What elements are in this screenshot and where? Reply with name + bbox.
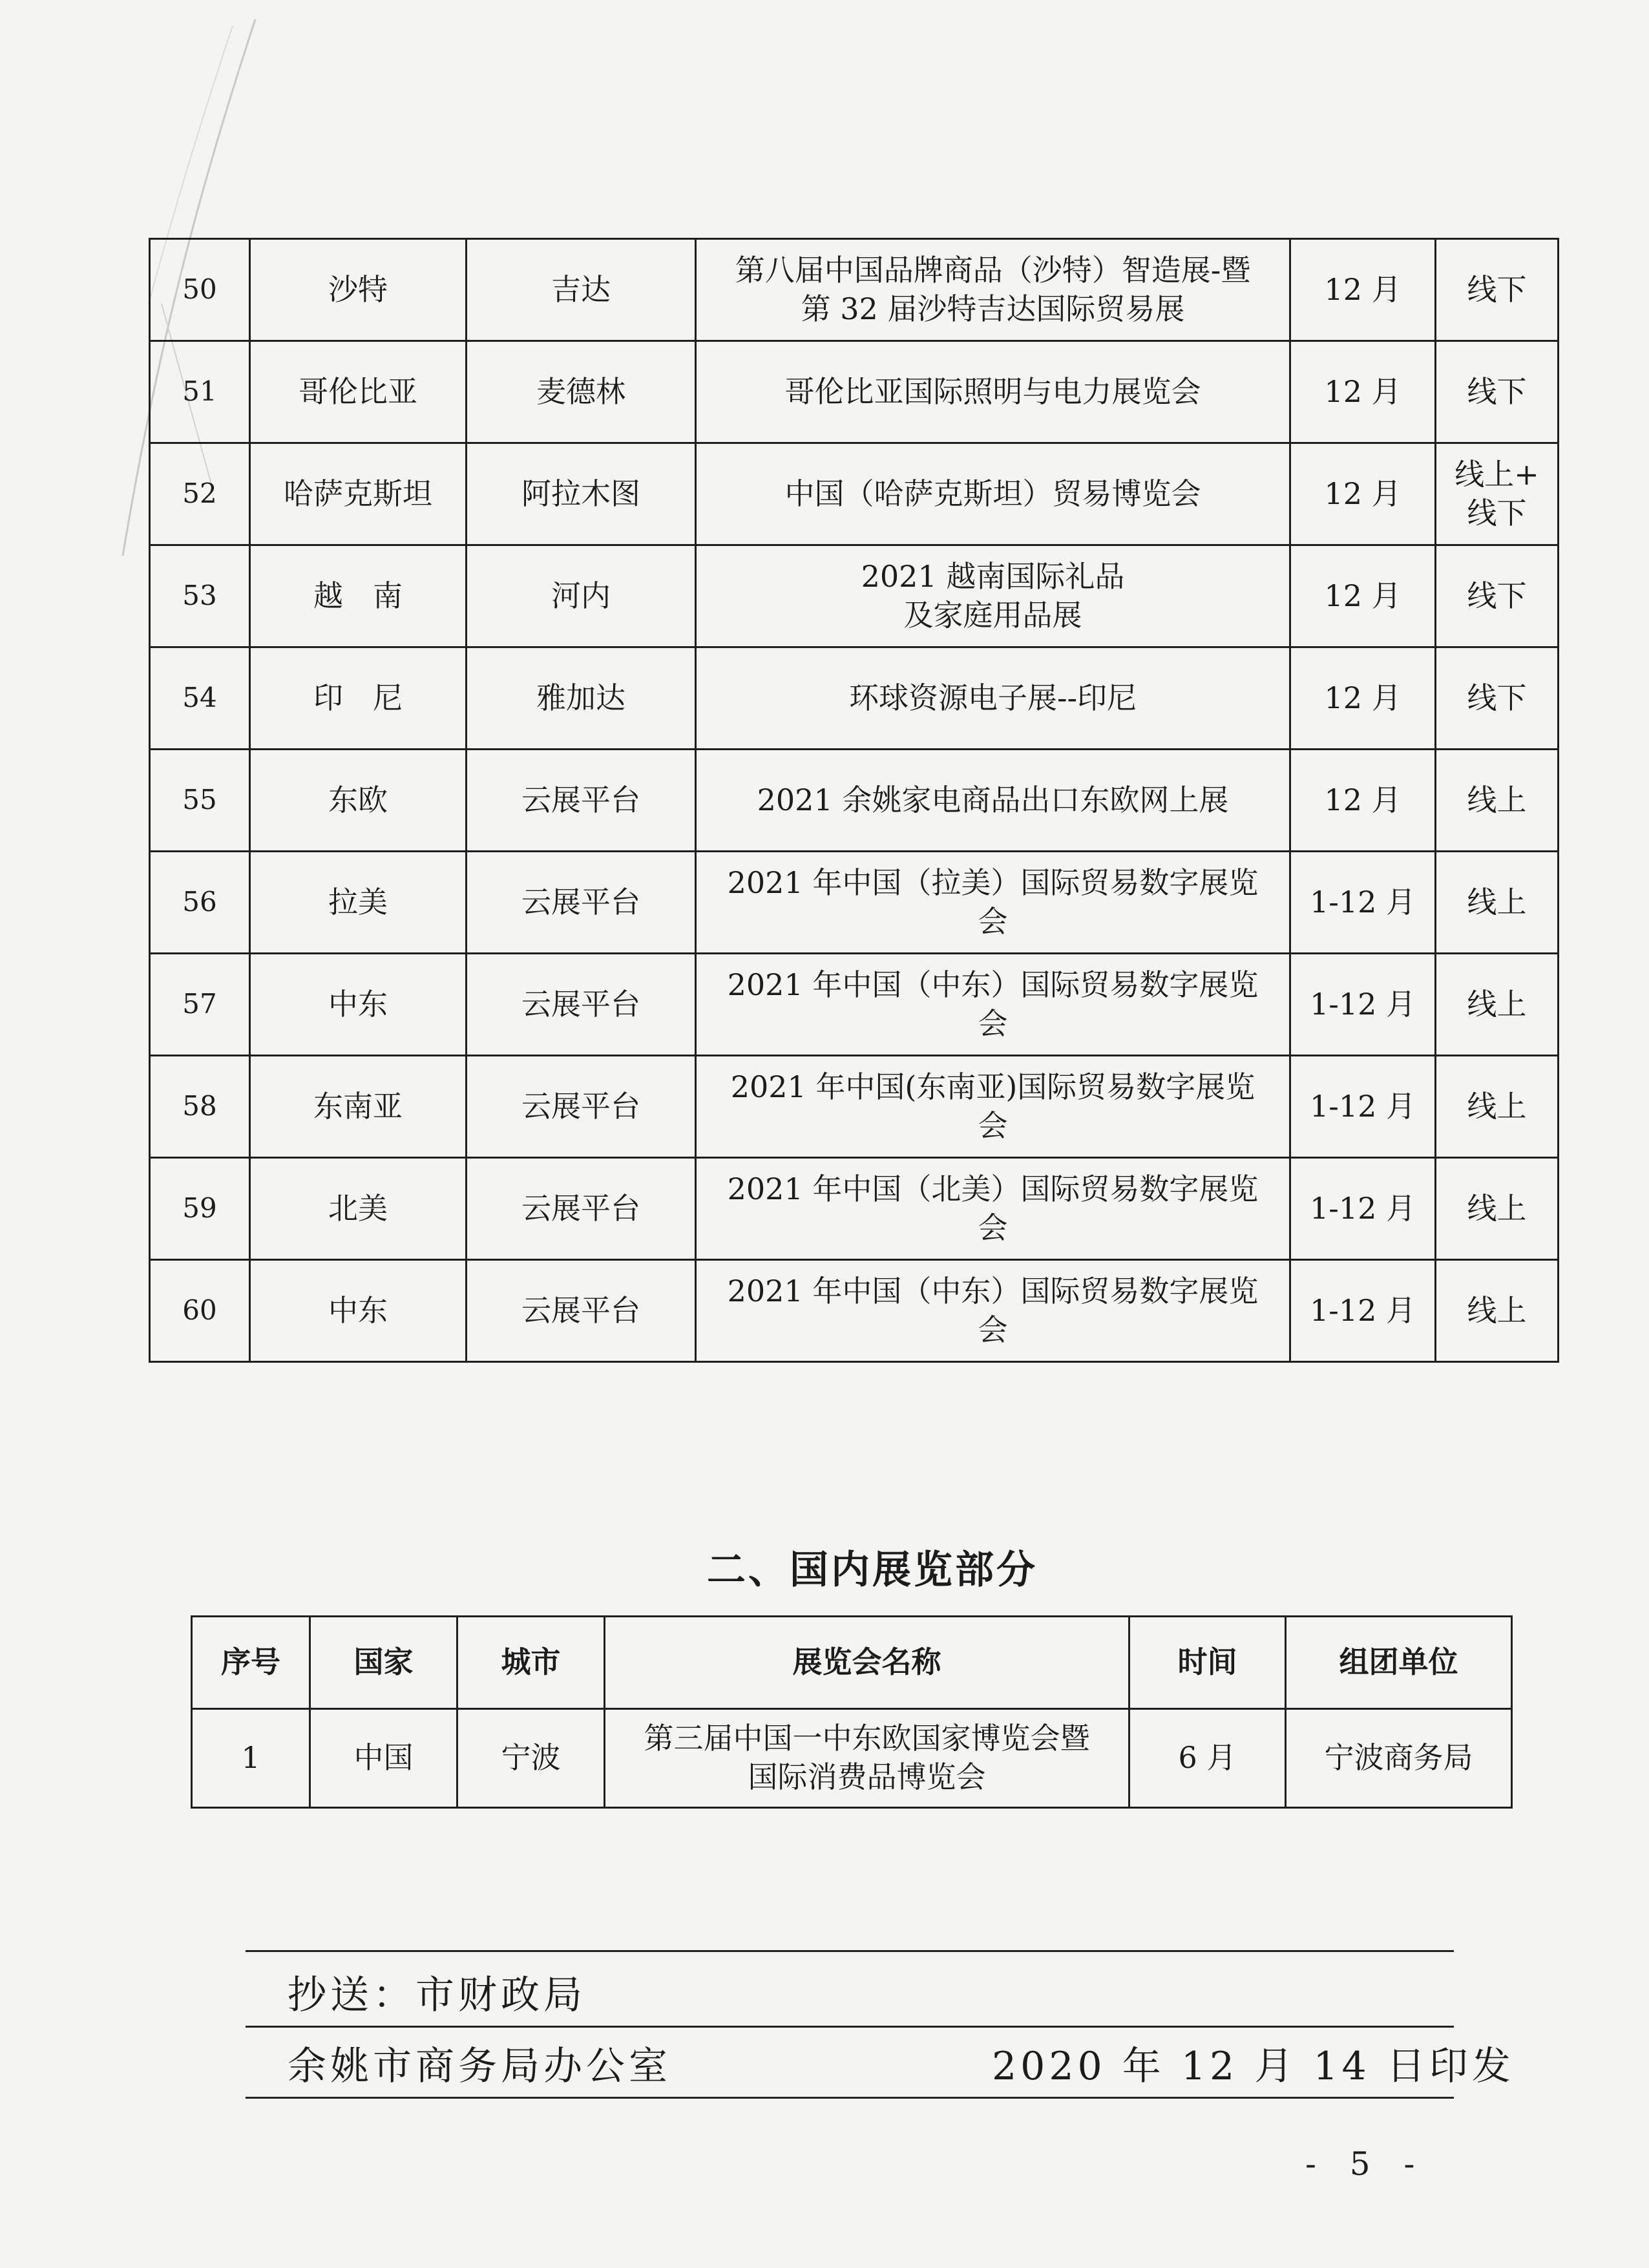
cell-city: 云展平台 bbox=[467, 1260, 696, 1362]
table-row bbox=[150, 443, 1559, 545]
table-header-row bbox=[192, 1617, 1512, 1709]
cell-no: 60 bbox=[150, 1260, 250, 1362]
table-row bbox=[150, 239, 1559, 341]
header-city: 城市 bbox=[457, 1617, 605, 1709]
table-row bbox=[150, 545, 1559, 647]
cell-time: 1-12 月 bbox=[1290, 1158, 1436, 1260]
cell-mode: 线上+ 线下 bbox=[1436, 443, 1559, 545]
cell-name: 哥伦比亚国际照明与电力展览会 bbox=[696, 341, 1290, 443]
cell-name: 2021 余姚家电商品出口东欧网上展 bbox=[696, 750, 1290, 852]
domestic-exhibition-table bbox=[191, 1615, 1513, 1809]
cell-name: 2021 越南国际礼品 及家庭用品展 bbox=[696, 545, 1290, 647]
cell-no: 50 bbox=[150, 239, 250, 341]
cell-mode: 线下 bbox=[1436, 239, 1559, 341]
cell-no: 52 bbox=[150, 443, 250, 545]
cell-name: 2021 年中国（中东）国际贸易数字展览 会 bbox=[696, 1260, 1290, 1362]
table-row bbox=[150, 954, 1559, 1056]
cell-city: 宁波 bbox=[457, 1709, 605, 1808]
cell-country: 拉美 bbox=[250, 852, 467, 954]
cell-country: 东欧 bbox=[250, 750, 467, 852]
cell-time: 1-12 月 bbox=[1290, 852, 1436, 954]
table-row bbox=[150, 1056, 1559, 1158]
header-no: 序号 bbox=[192, 1617, 310, 1709]
table-row bbox=[192, 1709, 1512, 1808]
cell-country: 越 南 bbox=[250, 545, 467, 647]
cc-line: 抄送：市财政局 bbox=[288, 1973, 586, 2018]
cell-city: 吉达 bbox=[467, 239, 696, 341]
cell-time: 1-12 月 bbox=[1290, 1260, 1436, 1362]
cell-name: 环球资源电子展--印尼 bbox=[696, 647, 1290, 750]
cell-name: 2021 年中国（北美）国际贸易数字展览 会 bbox=[696, 1158, 1290, 1260]
cell-no: 57 bbox=[150, 954, 250, 1056]
cell-name: 第三届中国一中东欧国家博览会暨 国际消费品博览会 bbox=[605, 1709, 1129, 1808]
cell-no: 59 bbox=[150, 1158, 250, 1260]
cell-city: 云展平台 bbox=[467, 1158, 696, 1260]
cell-time: 12 月 bbox=[1290, 750, 1436, 852]
footer-middle-rule bbox=[246, 2026, 1454, 2028]
cell-name: 中国（哈萨克斯坦）贸易博览会 bbox=[696, 443, 1290, 545]
cell-no: 56 bbox=[150, 852, 250, 954]
cell-country: 哥伦比亚 bbox=[250, 341, 467, 443]
cell-org: 宁波商务局 bbox=[1286, 1709, 1512, 1808]
cell-mode: 线下 bbox=[1436, 647, 1559, 750]
cell-name: 2021 年中国（中东）国际贸易数字展览 会 bbox=[696, 954, 1290, 1056]
header-organizer: 组团单位 bbox=[1286, 1617, 1512, 1709]
cell-time: 12 月 bbox=[1290, 545, 1436, 647]
cell-mode: 线上 bbox=[1436, 1260, 1559, 1362]
cell-time: 12 月 bbox=[1290, 341, 1436, 443]
table-row bbox=[150, 852, 1559, 954]
cell-mode: 线上 bbox=[1436, 954, 1559, 1056]
cell-country: 中东 bbox=[250, 1260, 467, 1362]
cell-name: 2021 年中国(东南亚)国际贸易数字展览 会 bbox=[696, 1056, 1290, 1158]
header-country: 国家 bbox=[310, 1617, 457, 1709]
cell-city: 云展平台 bbox=[467, 750, 696, 852]
cell-time: 12 月 bbox=[1290, 443, 1436, 545]
cell-mode: 线上 bbox=[1436, 852, 1559, 954]
table-row bbox=[150, 1260, 1559, 1362]
cell-mode: 线下 bbox=[1436, 341, 1559, 443]
table-row bbox=[150, 341, 1559, 443]
header-time: 时间 bbox=[1129, 1617, 1286, 1709]
cell-no: 55 bbox=[150, 750, 250, 852]
cell-no: 1 bbox=[192, 1709, 310, 1808]
cell-mode: 线上 bbox=[1436, 1158, 1559, 1260]
cell-name: 第八届中国品牌商品（沙特）智造展-暨 第 32 届沙特吉达国际贸易展 bbox=[696, 239, 1290, 341]
cell-city: 云展平台 bbox=[467, 1056, 696, 1158]
issuing-office: 余姚市商务局办公室 bbox=[288, 2044, 671, 2089]
cell-time: 12 月 bbox=[1290, 239, 1436, 341]
cell-city: 阿拉木图 bbox=[467, 443, 696, 545]
cell-country: 印 尼 bbox=[250, 647, 467, 750]
cell-city: 云展平台 bbox=[467, 852, 696, 954]
cell-time: 12 月 bbox=[1290, 647, 1436, 750]
domestic-section-title: 二、国内展览部分 bbox=[707, 1548, 1038, 1593]
cell-time: 6 月 bbox=[1129, 1709, 1286, 1808]
cell-country: 东南亚 bbox=[250, 1056, 467, 1158]
cell-no: 54 bbox=[150, 647, 250, 750]
cell-country: 中东 bbox=[250, 954, 467, 1056]
table-row bbox=[150, 647, 1559, 750]
issue-date: 2020 年 12 月 14 日印发 bbox=[992, 2044, 1515, 2089]
cell-country: 北美 bbox=[250, 1158, 467, 1260]
header-exhibition-name: 展览会名称 bbox=[605, 1617, 1129, 1709]
cell-no: 58 bbox=[150, 1056, 250, 1158]
cell-mode: 线上 bbox=[1436, 750, 1559, 852]
footer-top-rule bbox=[246, 1950, 1454, 1952]
cell-country: 哈萨克斯坦 bbox=[250, 443, 467, 545]
cell-country: 沙特 bbox=[250, 239, 467, 341]
cell-name: 2021 年中国（拉美）国际贸易数字展览 会 bbox=[696, 852, 1290, 954]
cell-time: 1-12 月 bbox=[1290, 954, 1436, 1056]
cell-city: 雅加达 bbox=[467, 647, 696, 750]
cell-mode: 线下 bbox=[1436, 545, 1559, 647]
table-row bbox=[150, 750, 1559, 852]
cell-time: 1-12 月 bbox=[1290, 1056, 1436, 1158]
table-row bbox=[150, 1158, 1559, 1260]
cell-mode: 线上 bbox=[1436, 1056, 1559, 1158]
cell-no: 53 bbox=[150, 545, 250, 647]
cell-country: 中国 bbox=[310, 1709, 457, 1808]
page-number: - 5 - bbox=[1305, 2145, 1427, 2183]
cell-city: 云展平台 bbox=[467, 954, 696, 1056]
cell-city: 麦德林 bbox=[467, 341, 696, 443]
cell-no: 51 bbox=[150, 341, 250, 443]
footer-bottom-rule bbox=[246, 2097, 1454, 2099]
cell-city: 河内 bbox=[467, 545, 696, 647]
foreign-exhibition-table bbox=[149, 238, 1559, 1363]
